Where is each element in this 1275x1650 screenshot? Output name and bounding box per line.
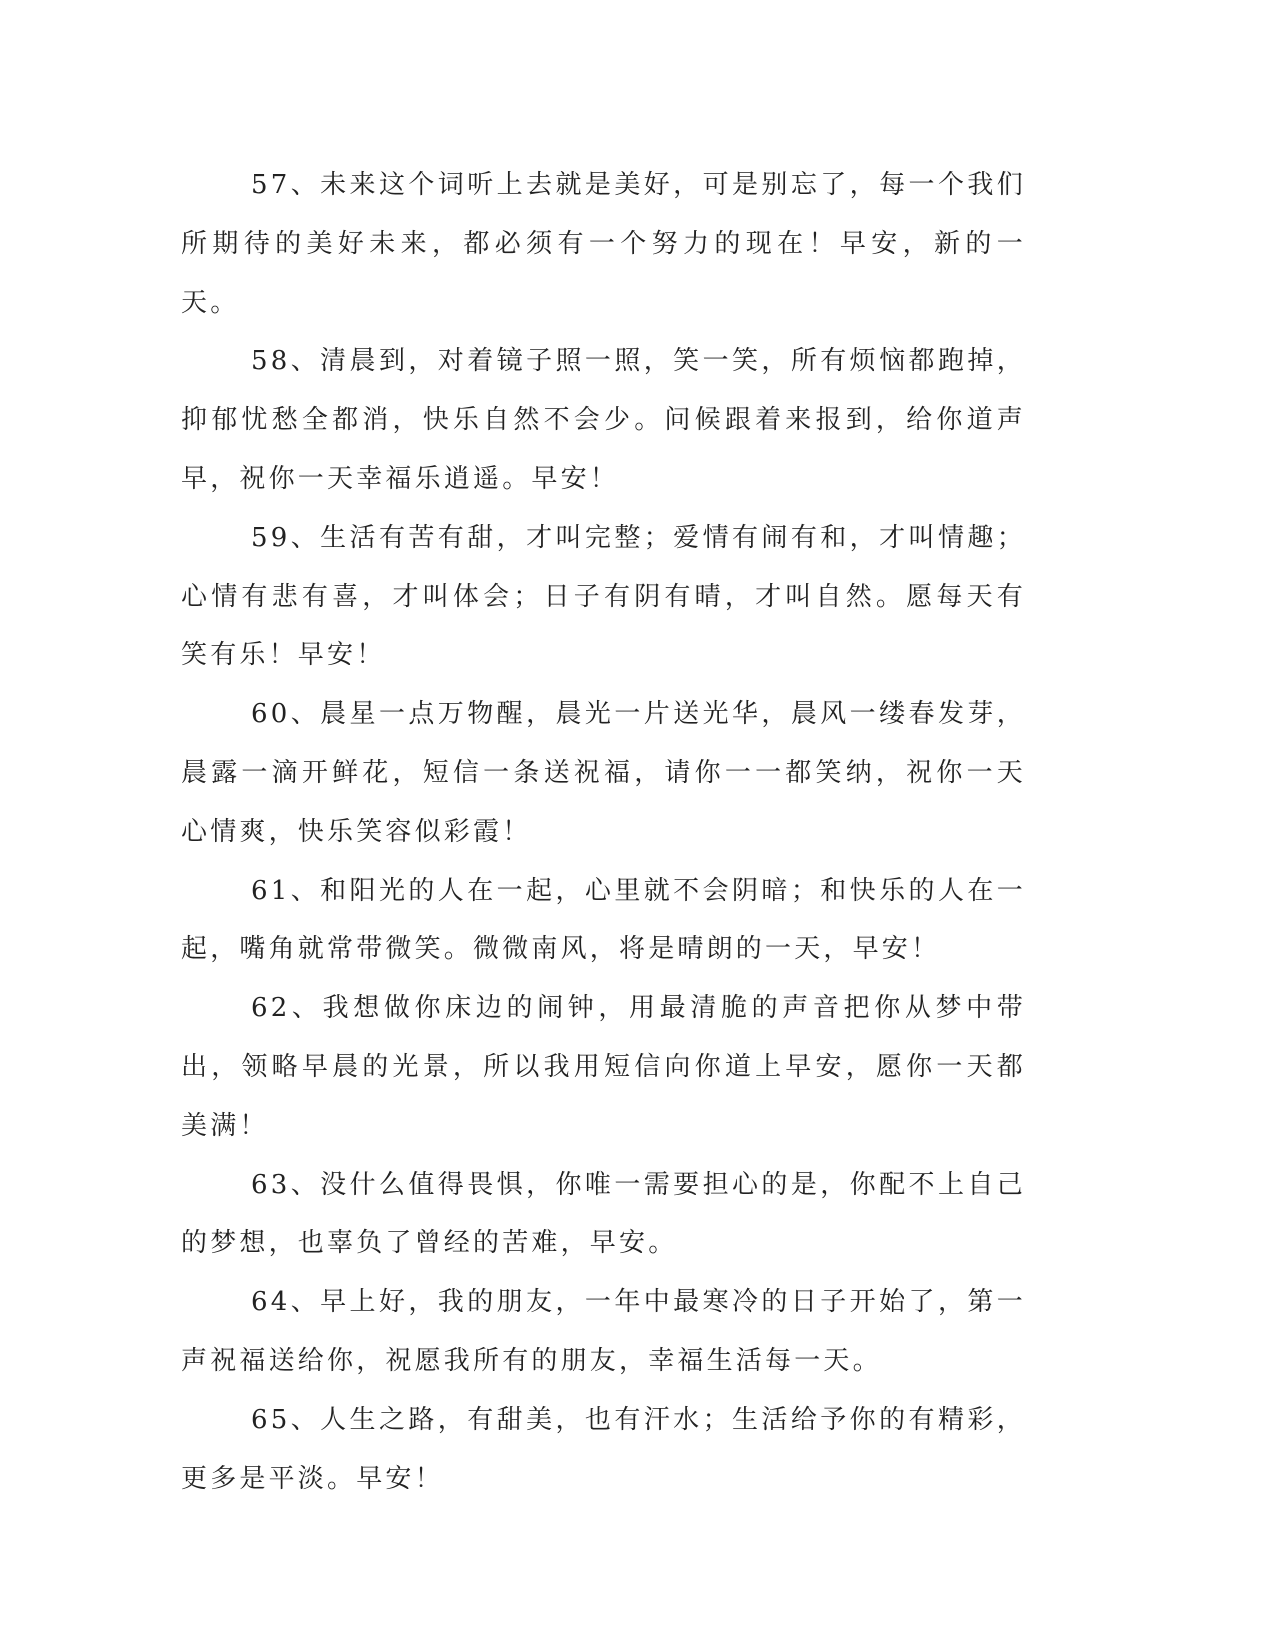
- paragraph-61: 61、和阳光的人在一起，心里就不会阴暗；和快乐的人在一起，嘴角就常带微笑。微微南风，将是晴朗的一天，早安！: [181, 875, 1026, 965]
- paragraph-60: 60、晨星一点万物醒，晨光一片送光华，晨风一缕春发芽，晨露一滴开鲜花，短信一条送祝福，请你一一都笑纳，祝你一天心情爽，快乐笑容似彩霞！: [181, 699, 1026, 847]
- paragraph-64: 64、早上好，我的朋友，一年中最寒冷的日子开始了，第一声祝福送给你，祝愿我所有的朋友，幸福生活每一天。: [181, 1287, 1026, 1376]
- paragraph-65: 65、人生之路，有甜美，也有汗水；生活给予你的有精彩，更多是平淡。早安！: [181, 1404, 1026, 1494]
- paragraph-63: 63、没什么值得畏惧，你唯一需要担心的是，你配不上自己的梦想，也辜负了曾经的苦难，早安。: [181, 1169, 1026, 1259]
- paragraph-62: 62、我想做你床边的闹钟，用最清脆的声音把你从梦中带出，领略早晨的光景，所以我用短信向你道上早安，愿你一天都美满！: [181, 993, 1026, 1141]
- document-body: [181, 156, 1026, 1508]
- paragraph-58: 58、清晨到，对着镜子照一照，笑一笑，所有烦恼都跑掉，抑郁忧愁全都消，快乐自然不会少。问候跟着来报到，给你道声早，祝你一天幸福乐逍遥。早安！: [181, 346, 1026, 494]
- paragraph-59: 59、生活有苦有甜，才叫完整；爱情有闹有和，才叫情趣；心情有悲有喜，才叫体会；日子有阴有晴，才叫自然。愿每天有笑有乐！早安！: [181, 522, 1026, 671]
- paragraph-57: 57、未来这个词听上去就是美好，可是别忘了，每一个我们所期待的美好未来，都必须有一个努力的现在！早安，新的一天。: [181, 170, 1026, 318]
